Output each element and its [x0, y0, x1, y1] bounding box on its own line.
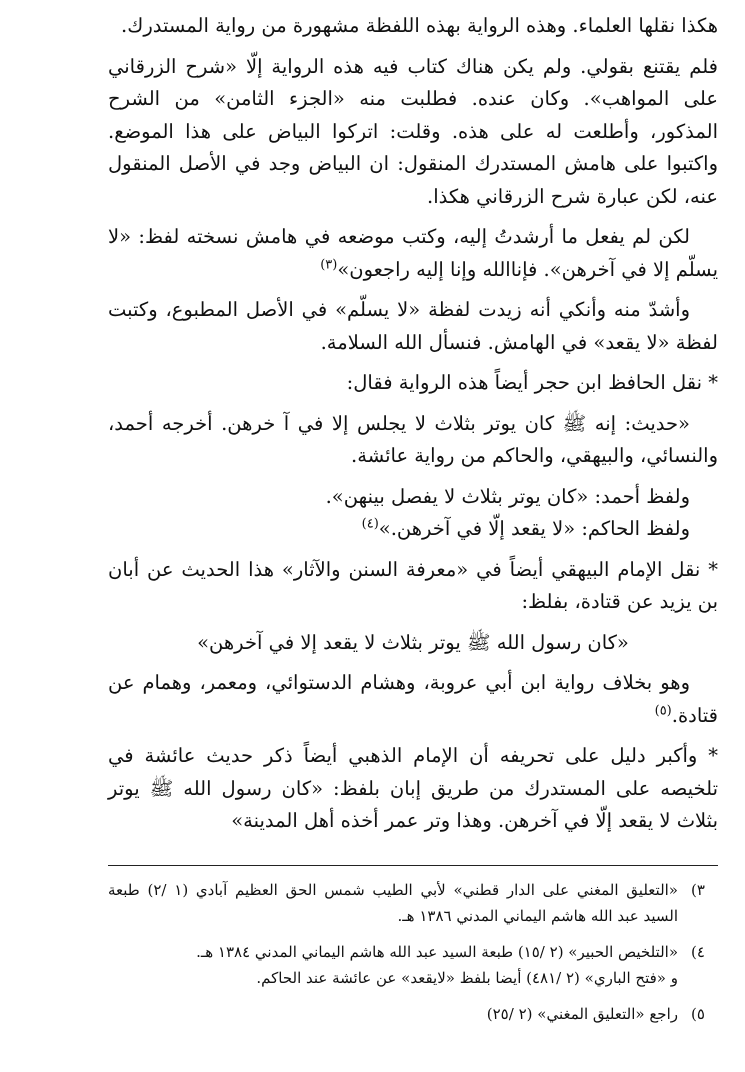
footnote-ref-5[interactable]: (٥): [654, 703, 672, 718]
footnote-number: ٤): [691, 943, 705, 961]
paragraph-9: * نقل الإمام البيهقي أيضاً في «معرفة السنن والآثار» هذا الحديث عن أبان بن يزيد عن قتادة، بفلظ:: [108, 557, 718, 613]
paragraph-1: هكذا نقلها العلماء. وهذه الرواية بهذه اللفظة مشهورة من رواية المستدرك.: [121, 14, 718, 37]
footnote-number: ٥): [691, 1005, 705, 1023]
paragraph-4: وأشدّ منه وأنكي أنه زيدت لفظة «لا يسلّم» في الأصل المطبوع، وكتبت لفظة «لا يقعد» في الهامش. فنسأل الله السلامة.: [108, 298, 718, 354]
paragraph-11-text: وهو بخلاف رواية ابن أبي عروبة، وهشام الدستوائي، ومعمر، وهمام عن قتادة.: [108, 671, 718, 727]
footnote-4: [108, 939, 718, 991]
footnote-divider: [108, 865, 718, 866]
footnote-ref-3[interactable]: (٣): [320, 257, 338, 272]
footnote-5: [108, 1001, 718, 1027]
footnote-3: [108, 877, 718, 929]
footnote-line: راجع «التعليق المغني» (٢ /٢٥): [486, 1005, 678, 1023]
footnote-ref-4[interactable]: (٤): [361, 516, 379, 532]
footnote-body: [108, 939, 678, 991]
footnotes-section: [108, 877, 718, 1037]
paragraph-3-text: لكن لم يفعل ما أرشدتُ إليه، وكتب موضعه في هامش نسخته لفظ: «لا يسلّم إلا في آخرهن». فإناالله وإنا إليه راجعون»: [108, 225, 718, 281]
main-text: [108, 10, 718, 846]
footnote-body: [108, 877, 678, 929]
paragraph-10: «كان رسول الله ﷺ يوتر بثلاث لا يقعد إلا في آخرهن»: [197, 630, 629, 654]
footnote-line: و «فتح الباري» (٢ /٤٨١) أيضا بلفظ «لايقعد» عن عائشة عند الحاكم.: [256, 969, 678, 987]
paragraph-12: * وأكبر دليل على تحريفه أن الإمام الذهبي أيضاً ذكر حديث عائشة في تلخيصه على المستدرك من طريق إبان بلفظ: «كان رسول الله ﷺ يوتر بثلاث لا يقعد إلّا في آخرهن. وهذا وتر عمر أخذه أهل المدينة»: [108, 744, 718, 832]
paragraph-5: * نقل الحافظ ابن حجر أيضاً هذه الرواية فقال:: [346, 371, 718, 394]
paragraph-6: «حديث: إنه ﷺ كان يوتر بثلاث لا يجلس إلا في آ خرهن. أخرجه أحمد، والنسائي، والبيهقي، والحاكم من رواية عائشة.: [108, 411, 718, 467]
footnote-number: ٣): [691, 881, 705, 899]
paragraph-11: [108, 667, 718, 732]
footnote-line: «التعليق المغني على الدار قطني» لأبي الطيب شمس الحق العظيم آبادي (١ /٢) طبعة السيد عبد الله هاشم اليماني المدني ١٣٨٦ هـ.: [108, 881, 678, 925]
paragraph-8-text: ولفظ الحاكم: «لا يقعد إلّا في آخرهن.»: [378, 517, 690, 540]
paragraph-3: [108, 221, 718, 286]
paragraph-7: ولفظ أحمد: «كان يوتر بثلاث لا يفصل بينهن».: [325, 484, 690, 508]
paragraph-8: [108, 513, 718, 546]
paragraph-2: فلم يقتنع بقولي. ولم يكن هناك كتاب فيه هذه الرواية إلّا «شرح الزرقاني على المواهب». وكان عنده. فطلبت منه «الجزء الثامن» من الشرح المذكور، وأطلعت له على هذه. وقلت: اتركوا البياض على هذا الموضع. واكتبوا على هامش المستدرك المنقول: ان البياض وجد في الأصل المنقول عنه، لكن عبارة شرح الزرقاني هكذا.: [108, 54, 718, 208]
footnote-body: [108, 1001, 678, 1027]
footnote-line: «التلخيص الحبير» (٢ /١٥) طبعة السيد عبد الله هاشم اليماني المدني ١٣٨٤ هـ.: [196, 943, 678, 961]
